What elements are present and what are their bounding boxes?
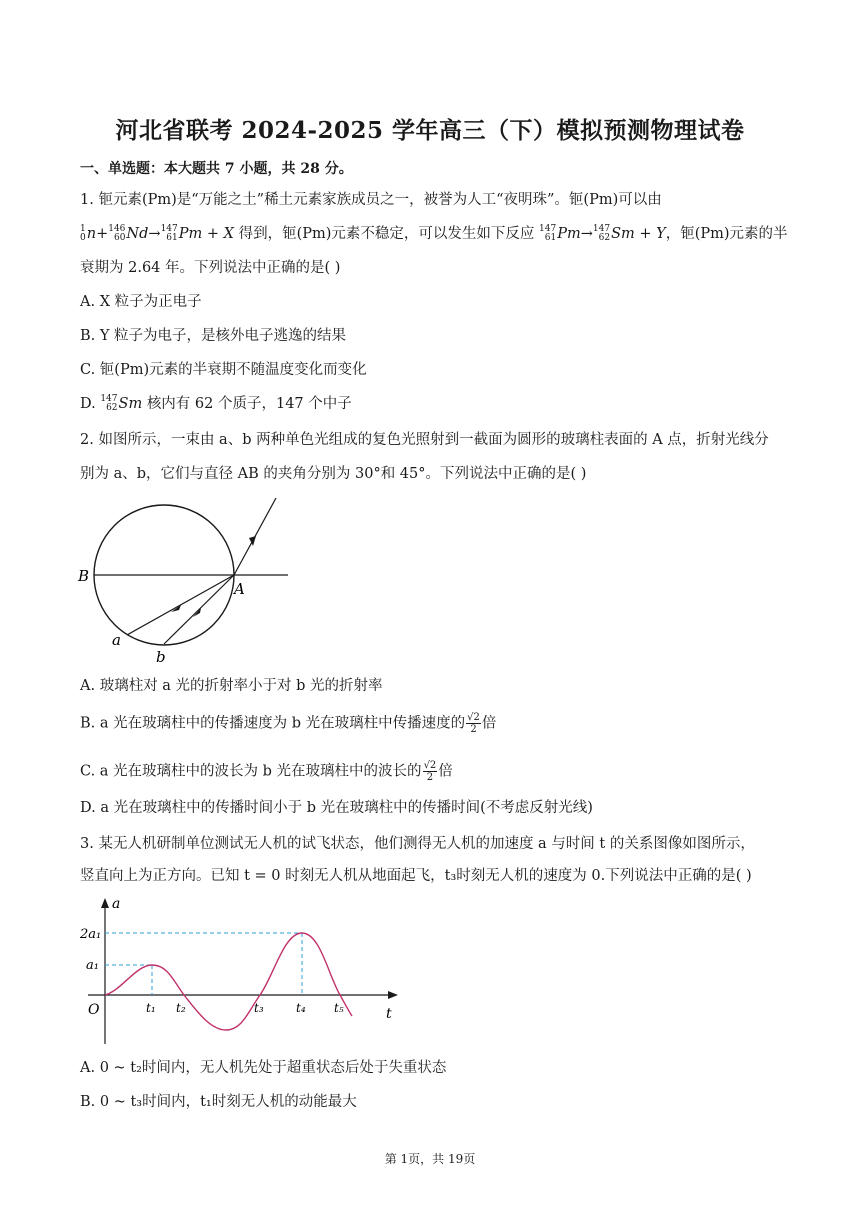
label-t2: t₂ [176, 1001, 186, 1015]
label-a1: a₁ [86, 958, 99, 973]
q3-option-b: B. 0 ~ t₃时间内，t₁时刻无人机的动能最大 [80, 1094, 357, 1110]
neutron-symbol: n [86, 226, 97, 242]
exam-title: 河北省联考 2024-2025 学年高三（下）模拟预测物理试卷 [115, 117, 745, 144]
nd-symbol: Nd [126, 226, 149, 242]
label-t5: t₅ [334, 1001, 344, 1015]
q1-option-a: A. X 粒子为正电子 [80, 294, 202, 310]
q2-option-c: C. a 光在玻璃柱中的波长为 b 光在玻璃柱中的波长的 $\frac{√2}{2}$ 倍 [80, 760, 453, 783]
t-axis-arrow [388, 991, 398, 999]
q3-line2: 竖直向上为正方向。已知 t = 0 时刻无人机从地面起飞，t₃时刻无人机的速度为 0.下列说法中正确的是( ) [80, 868, 752, 884]
acceleration-curve [105, 933, 352, 1030]
label-a-point: A [234, 580, 245, 598]
label-t4: t₄ [296, 1001, 306, 1015]
ray-a [127, 575, 234, 635]
sqrt2-over-2-c: $\frac{√2}{2}$ [423, 760, 437, 783]
q2-line2: 别为 a、b，它们与直径 AB 的夹角分别为 30°和 45°。下列说法中正确的是( ) [80, 466, 587, 482]
origin-label: O [88, 1002, 100, 1018]
a-axis-label: a [112, 896, 121, 912]
q2-line1: 2. 如图所示，一束由 a、b 两种单色光组成的复色光照射到一截面为圆形的玻璃柱表面的 A 点，折射光线分 [80, 432, 769, 448]
q1-line1: 1. 钷元素(Pm)是“万能之土”稀土元素家族成员之一，被誉为人工“夜明珠”。钷(Pm)可以由 [80, 192, 662, 208]
section-heading: 一、单选题：本大题共 7 小题，共 28 分。 [80, 161, 353, 177]
page-footer: 第 1页，共 19页 [384, 1152, 476, 1166]
q1-option-c: C. 钷(Pm)元素的半衰期不随温度变化而变化 [80, 362, 367, 378]
q2-option-d: D. a 光在玻璃柱中的传播时间小于 b 光在玻璃柱中的传播时间(不考虑反射光线) [80, 800, 593, 816]
label-ray-a: a [112, 631, 121, 649]
label-2a1: 2a₁ [80, 927, 102, 942]
q2-option-a: A. 玻璃柱对 a 光的折射率小于对 b 光的折射率 [80, 678, 383, 694]
q3-acceleration-graph [76, 894, 406, 1050]
q3-line1: 3. 某无人机研制单位测试无人机的试飞状态，他们测得无人机的加速度 a 与时间 t 的关系图像如图所示， [80, 836, 755, 852]
q1-line2: 1 0 n+ 146 60 Nd→ 147 61 Pm + X 得到，钷(Pm)元素不稳定，可以发生如下反应 147 61 Pm→ 147 62 Sm + Y，钷(Pm)元素的半 [80, 224, 788, 243]
t-axis-label: t [386, 1006, 392, 1022]
q2-option-b: B. a 光在玻璃柱中的传播速度为 b 光在玻璃柱中传播速度的 $\frac{√2}{2}$ 倍 [80, 712, 497, 735]
q3-option-a: A. 0 ~ t₂时间内，无人机先处于超重状态后处于失重状态 [80, 1060, 447, 1076]
label-ray-b: b [156, 648, 166, 666]
a-axis-arrow [101, 898, 109, 908]
label-b-point: B [78, 567, 90, 585]
q2-circle-diagram [76, 492, 296, 668]
q1-line3: 衰期为 2.64 年。下列说法中正确的是( ) [80, 260, 341, 276]
label-t3: t₃ [254, 1001, 264, 1015]
q1-option-d: D. 147 62 Sm 核内有 62 个质子，147 个中子 [80, 394, 352, 413]
sqrt2-over-2: $\frac{√2}{2}$ [467, 712, 480, 735]
label-t1: t₁ [146, 1001, 156, 1015]
q1-option-b: B. Y 粒子为电子，是核外电子逃逸的结果 [80, 328, 347, 344]
ray-b [164, 575, 234, 644]
